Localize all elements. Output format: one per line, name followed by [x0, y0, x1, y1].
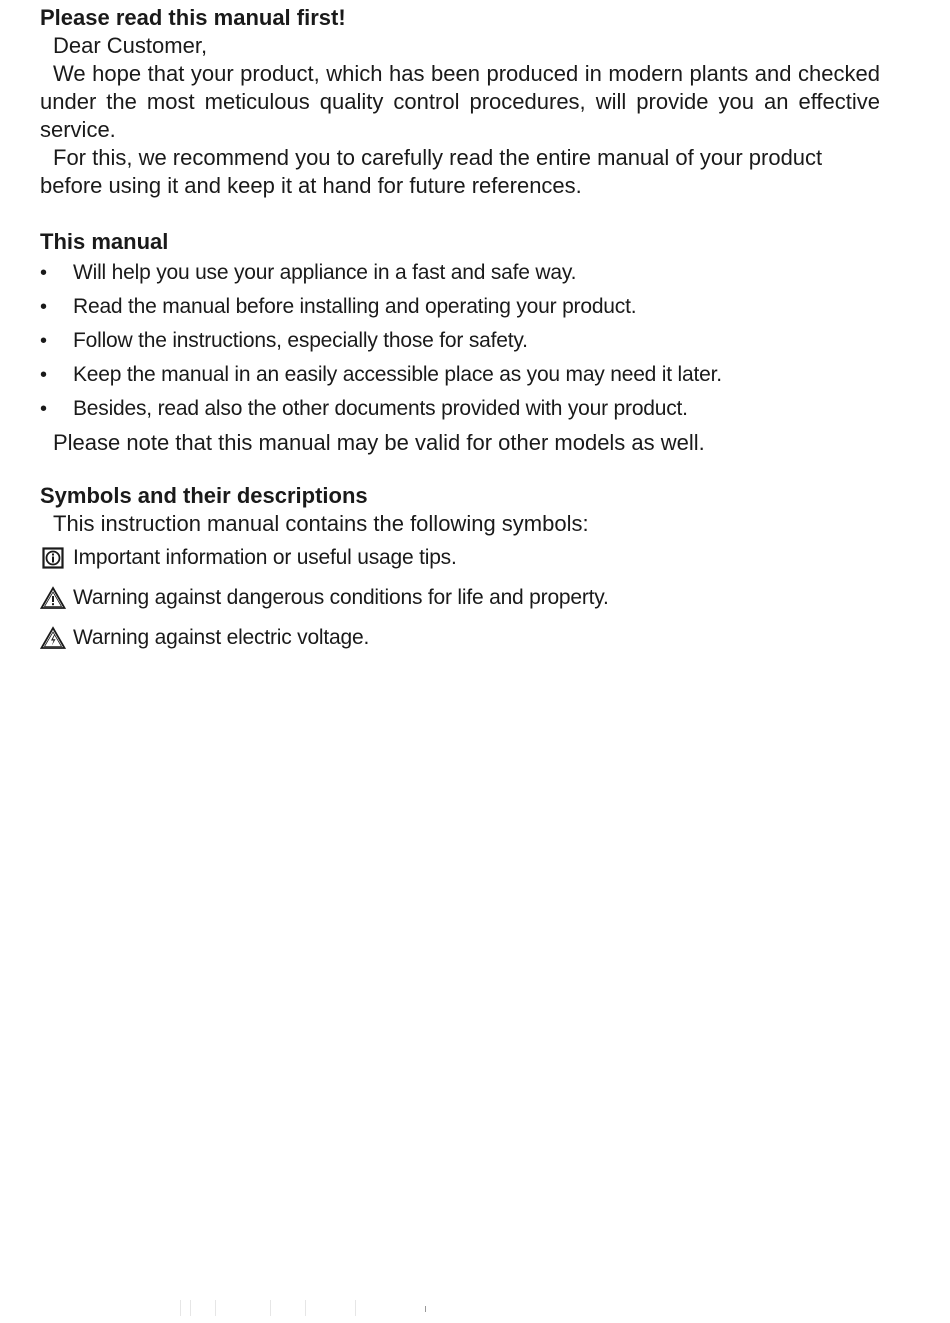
- list-item: • Will help you use your appliance in a fast and safe way.: [40, 256, 880, 290]
- page-title: Please read this manual first!: [40, 5, 346, 30]
- bullet-icon: •: [40, 296, 47, 318]
- symbol-description: Important information or useful usage tips.: [73, 546, 457, 569]
- warning-triangle-icon: [40, 585, 66, 611]
- section-heading-this-manual: This manual: [40, 229, 169, 254]
- symbol-description: Warning against electric voltage.: [73, 626, 370, 649]
- manual-bullet-list: [40, 256, 880, 426]
- list-item: • Read the manual before installing and operating your product.: [40, 290, 880, 324]
- intro-paragraph-1: We hope that your product, which has been produced in modern plants and checked under the most meticulous quality control procedures, will provide you an effective service.: [40, 61, 880, 142]
- bullet-icon: •: [40, 364, 47, 386]
- intro-paragraph-2: For this, we recommend you to carefully read the entire manual of your product before using it and keep it at hand for future references.: [40, 145, 823, 198]
- bullet-icon: •: [40, 262, 47, 284]
- list-item: • Besides, read also the other documents provided with your product.: [40, 392, 880, 426]
- symbol-row-warning: [40, 578, 880, 618]
- electric-warning-icon: [40, 625, 66, 651]
- symbol-row-electric: [40, 618, 880, 658]
- bullet-icon: •: [40, 330, 47, 352]
- greeting: Dear Customer,: [53, 33, 208, 58]
- list-item: • Follow the instructions, especially those for safety.: [40, 324, 880, 358]
- info-icon: [40, 545, 66, 571]
- bullet-icon: •: [40, 398, 47, 420]
- symbols-intro: This instruction manual contains the following symbols:: [53, 511, 589, 536]
- footer-marks: [55, 1300, 435, 1318]
- list-item: • Keep the manual in an easily accessible place as you may need it later.: [40, 358, 880, 392]
- symbol-description: Warning against dangerous conditions for life and property.: [73, 586, 609, 609]
- symbol-row-info: [40, 538, 880, 578]
- manual-page: [40, 4, 880, 658]
- section-heading-symbols: Symbols and their descriptions: [40, 483, 368, 508]
- models-note: Please note that this manual may be valid for other models as well.: [53, 430, 705, 455]
